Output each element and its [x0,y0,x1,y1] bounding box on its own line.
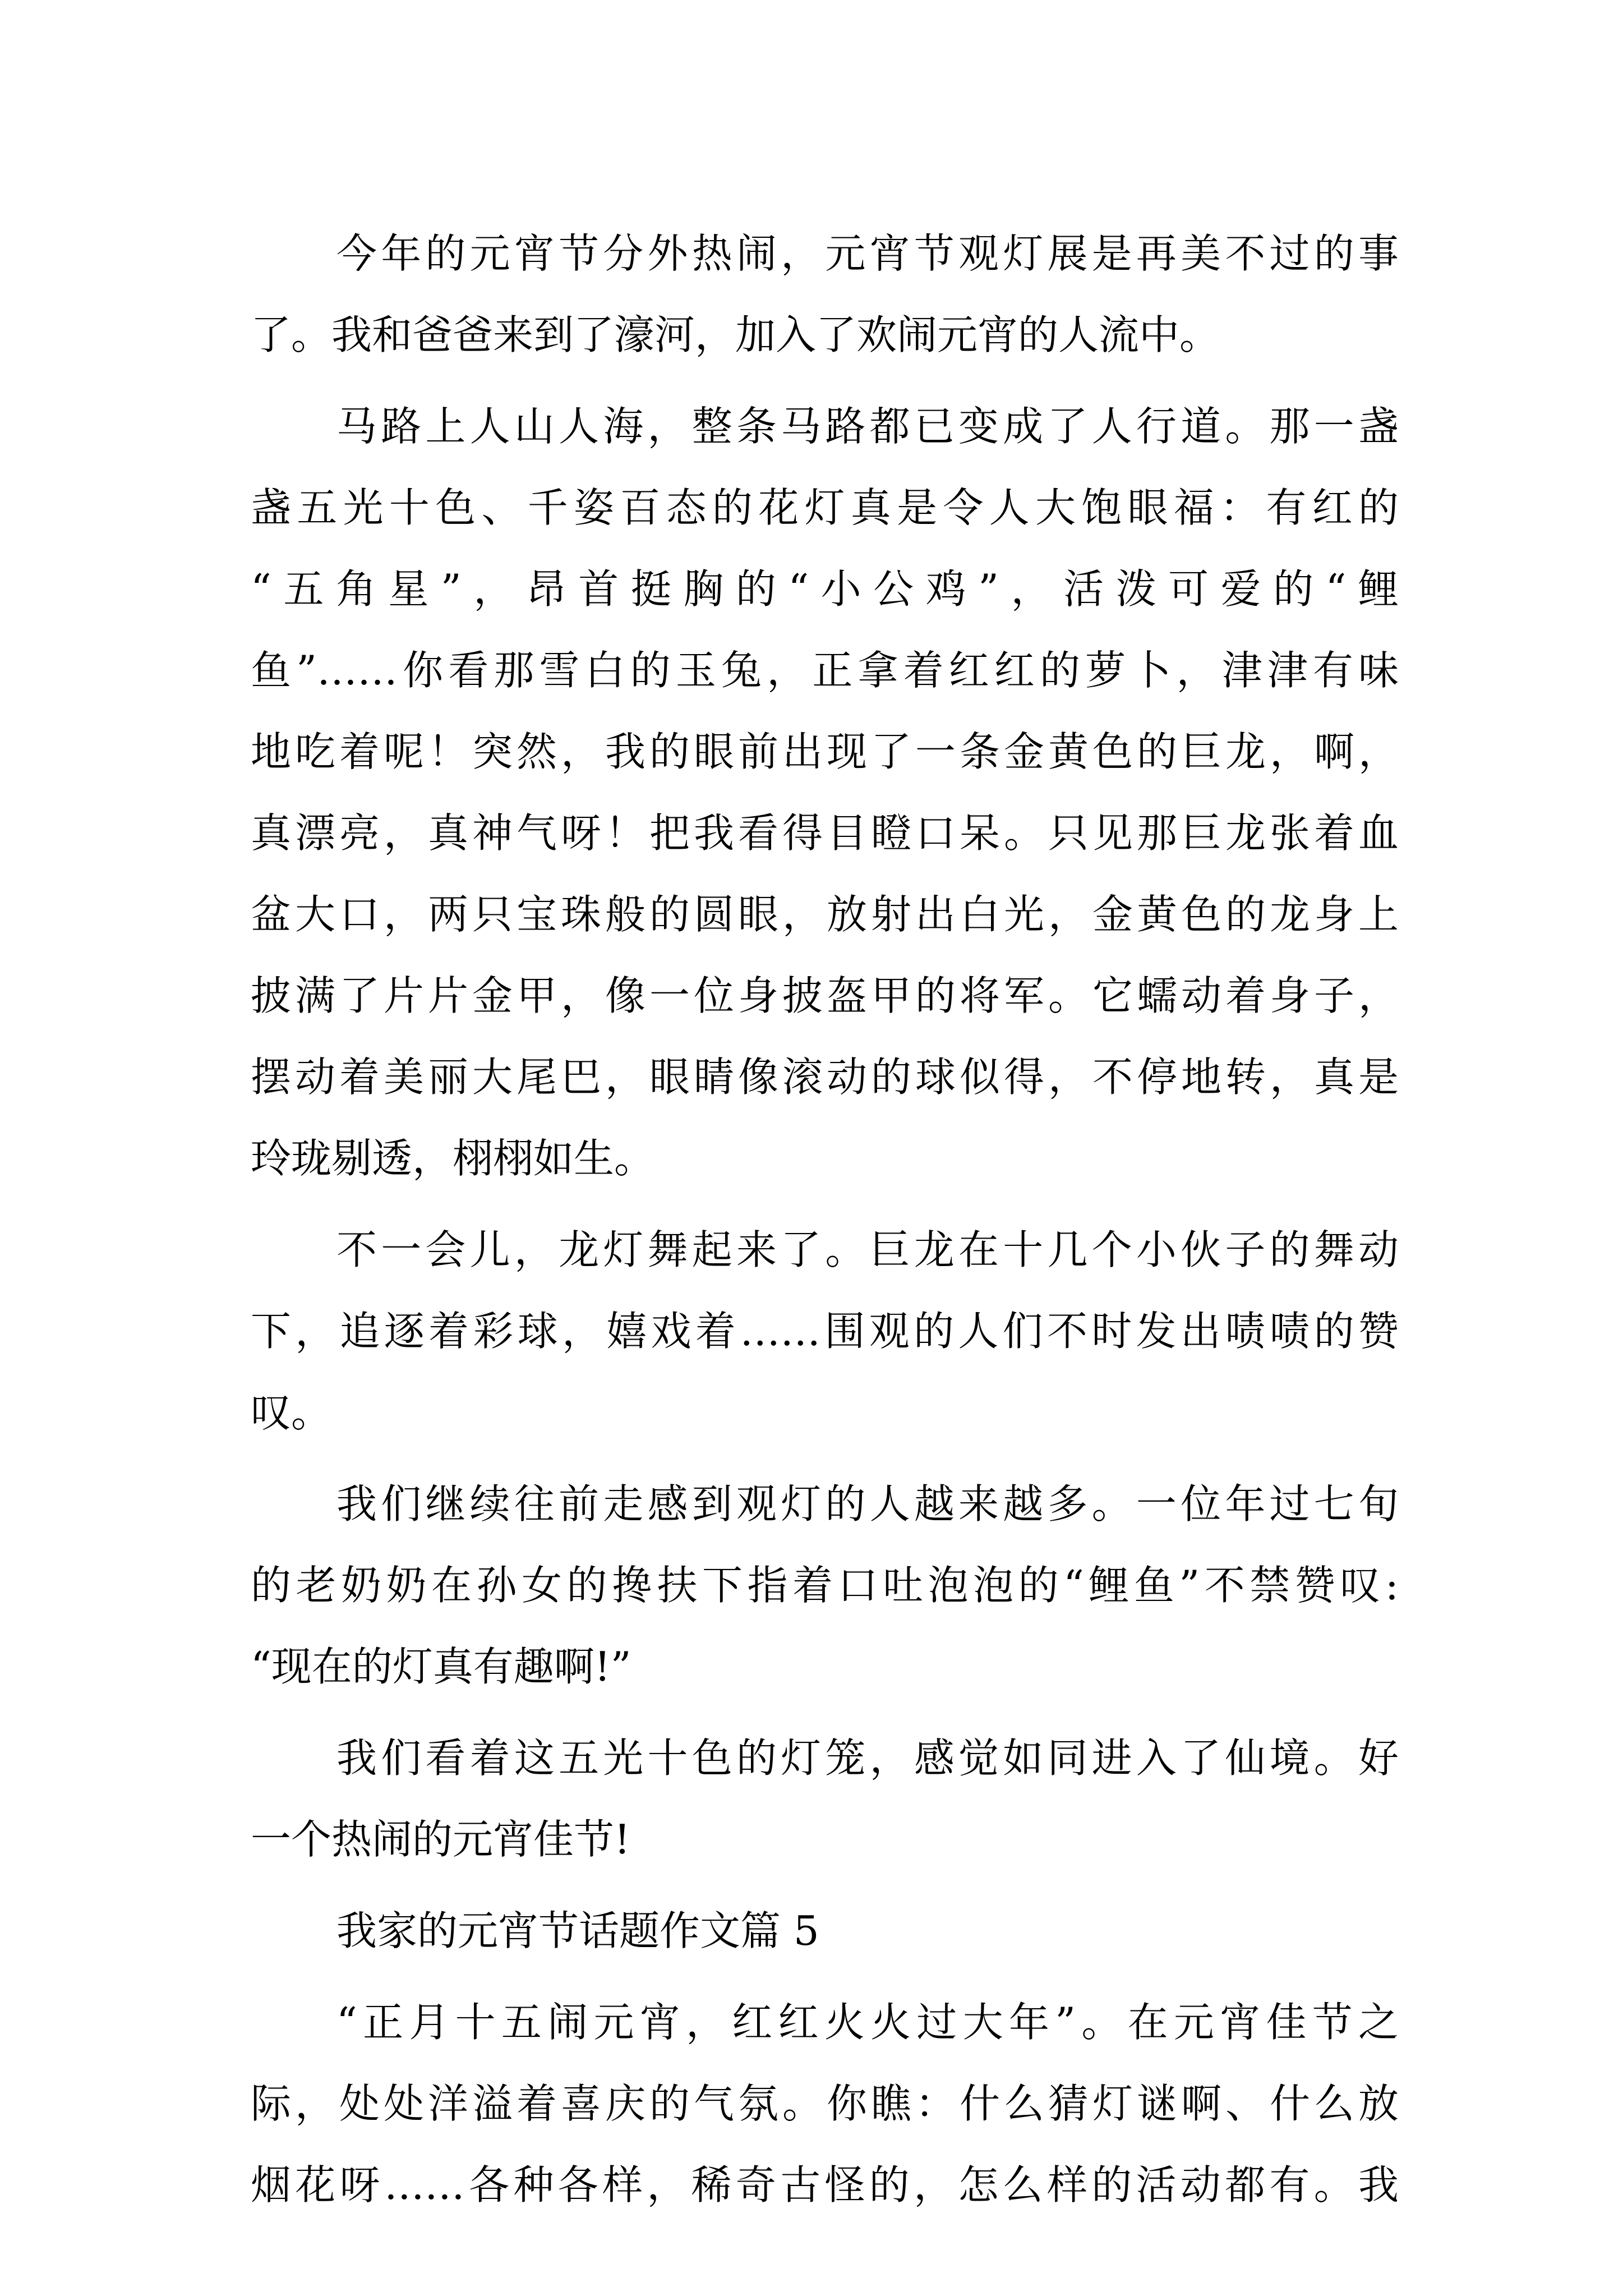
paragraph-line: 的老奶奶在孙女的搀扶下指着口吐泡泡的“鲤鱼”不禁赞叹: [251,1562,1399,1609]
paragraph-line: “五角星”，昂首挺胸的“小公鸡”，活泼可爱的“鲤 [251,565,1399,613]
paragraph-line: 了。我和爸爸来到了濠河，加入了欢闹元宵的人流中。 [251,311,1220,358]
paragraph-line: 下，追逐着彩球，嬉戏着……围观的人们不时发出啧啧的赞 [251,1308,1399,1355]
paragraph [251,386,1399,1199]
paragraph [251,1464,1399,1708]
paragraph-line: 盆大口，两只宝珠般的圆眼，放射出白光，金黄色的龙身上 [251,891,1399,938]
paragraph-line: 地吃着呢！突然，我的眼前出现了一条金黄色的巨龙，啊， [251,728,1399,775]
paragraph [251,213,1399,376]
paragraph-line: 鱼”……你看那雪白的玉兔，正拿着红红的萝卜，津津有味 [251,647,1399,694]
paragraph-line: 际，处处洋溢着喜庆的气氛。你瞧：什么猜灯谜啊、什么放 [251,2080,1399,2127]
section-title [251,1890,1399,1972]
paragraph-line: 今年的元宵节分外热闹，元宵节观灯展是再美不过的事 [336,230,1399,277]
paragraph [251,1718,1399,1880]
paragraph-line: 叹。 [251,1389,332,1436]
paragraph-line: 盏五光十色、千姿百态的花灯真是令人大饱眼福：有红的 [251,484,1399,531]
paragraph-line: 真漂亮，真神气呀！把我看得目瞪口呆。只见那巨龙张着血 [251,809,1399,857]
paragraph-line: 不一会儿，龙灯舞起来了。巨龙在十几个小伙子的舞动 [336,1226,1399,1273]
paragraph-line: 玲珑剔透，栩栩如生。 [251,1135,655,1182]
paragraph-line: 烟花呀……各种各样，稀奇古怪的，怎么样的活动都有。我 [251,2161,1399,2208]
paragraph-line: 我们继续往前走感到观灯的人越来越多。一位年过七旬 [336,1480,1399,1527]
paragraph-line: 披满了片片金甲，像一位身披盔甲的将军。它蠕动着身子， [251,972,1399,1019]
paragraph [251,1209,1399,1453]
paragraph-line: “正月十五闹元宵，红红火火过大年”。在元宵佳节之 [336,1999,1399,2046]
paragraph-line: 马路上人山人海，整条马路都已变成了人行道。那一盏 [336,403,1399,450]
paragraph [251,1982,1399,2226]
paragraph-line: 我们看着这五光十色的灯笼，感觉如同进入了仙境。好 [336,1734,1399,1782]
paragraph-line: 一个热闹的元宵佳节! [251,1816,630,1863]
paragraph-line: 摆动着美丽大尾巴，眼睛像滚动的球似得，不停地转，真是 [251,1053,1399,1101]
document-body [251,213,1399,2226]
paragraph-line: “现在的灯真有趣啊!” [251,1643,631,1690]
section-title-text: 我家的元宵节话题作文篇 5 [336,1907,819,1954]
